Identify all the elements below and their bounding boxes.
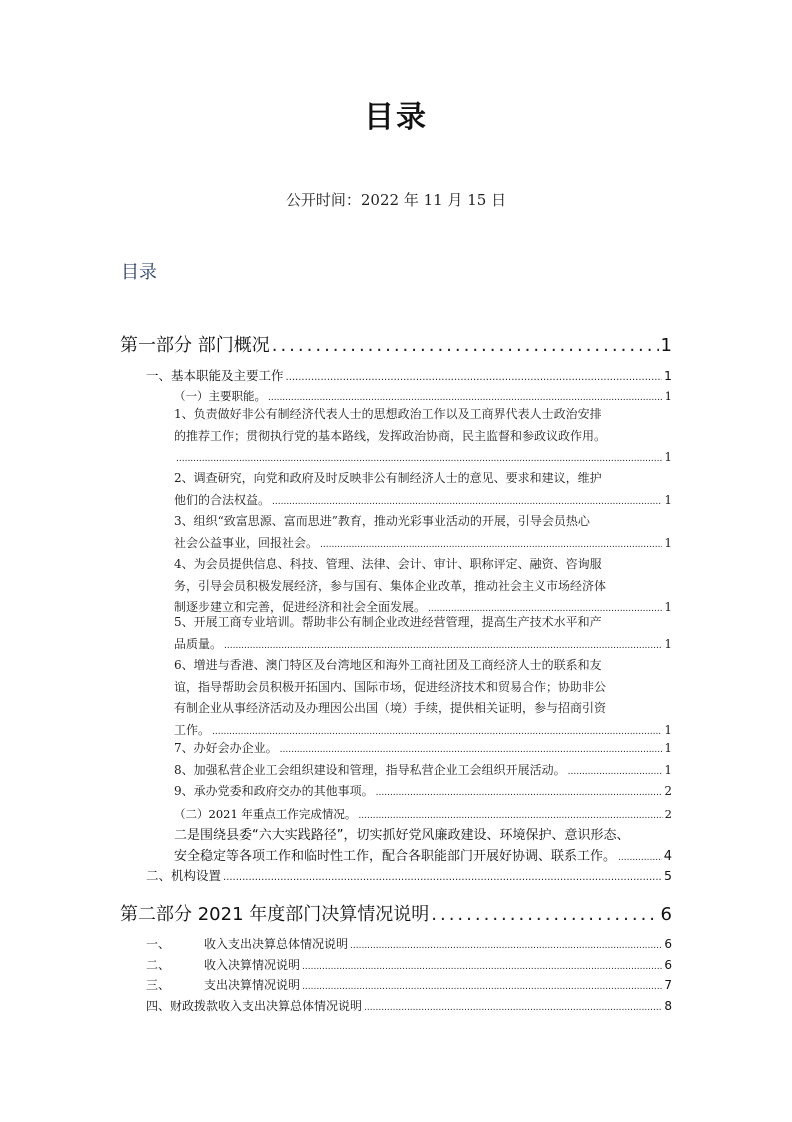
toc-entry-part1[interactable] <box>120 331 672 357</box>
toc-page-number: 4 <box>663 849 672 864</box>
toc-item-9[interactable] <box>174 781 672 805</box>
toc-leader <box>224 636 662 658</box>
toc-item-line: 有制企业从事经济活动及办理因公出国（境）手续，提供相关证明，参与招商引资 <box>174 701 607 715</box>
toc-entry-label: 第二部分 2021 年度部门决算情况说明 <box>120 904 430 925</box>
toc-page-number: 1 <box>664 535 672 550</box>
toc-entry-part2-sec2[interactable] <box>146 956 672 973</box>
toc-item-2[interactable] <box>174 468 672 513</box>
toc-entry-part2-sec3[interactable] <box>146 976 672 993</box>
toc-item-line: 工作。 <box>174 722 211 737</box>
toc-page-number: 2 <box>664 784 672 798</box>
toc-entry-number: 二、 <box>146 958 171 972</box>
toc-item-line: 制逐步建立和完善，促进经济和社会全面发展。 <box>174 600 427 614</box>
toc-entry-sub1[interactable] <box>174 388 672 404</box>
toc-entry-section2[interactable] <box>146 866 672 884</box>
toc-leader <box>364 1003 662 1013</box>
toc-page-number: 1 <box>664 368 672 383</box>
toc-entry-section1[interactable] <box>146 366 672 384</box>
toc-item-line: 品质量。 <box>174 636 223 651</box>
toc-leader <box>358 811 662 821</box>
toc-leader <box>431 904 658 925</box>
toc-heading: 目录 <box>121 262 157 283</box>
toc-item-line: 5、开展工商专业培训。帮助非公有制企业改进经营管理，提高生产技术水平和产 <box>174 615 602 629</box>
toc-page-number: 1 <box>664 492 672 507</box>
toc-leader <box>286 372 663 383</box>
toc-item-3[interactable] <box>174 511 672 556</box>
toc-leader <box>268 393 663 403</box>
toc-item-line: 1、负责做好非公有制经济代表人士的思想政治工作以及工商界代表人士政治安排 <box>174 407 602 421</box>
toc-leader <box>376 783 663 805</box>
toc-item-7[interactable] <box>174 738 672 762</box>
toc-item-line: 社会公益事业，回报社会。 <box>174 535 319 550</box>
toc-item-8[interactable] <box>174 760 672 784</box>
toc-item-line: 9、承办党委和政府交办的其他事项。 <box>174 784 374 798</box>
toc-page-number: 8 <box>664 999 672 1013</box>
toc-item-line: 务，引导会员积极发展经济，参与国有、集体企业改革，推动社会主义市场经济体 <box>174 578 607 593</box>
toc-leader <box>272 335 659 356</box>
toc-page-number: 1 <box>660 335 672 356</box>
toc-entry-label: 财政拨款收入支出决算总体情况说明 <box>170 999 363 1013</box>
toc-entry-label: （二）2021 年重点工作完成情况。 <box>174 807 357 821</box>
toc-entry-number: 一、 <box>146 937 171 951</box>
toc-item-line: 他们的合法权益。 <box>174 492 271 507</box>
toc-item-6[interactable] <box>174 655 672 743</box>
toc-note[interactable] <box>174 825 672 869</box>
toc-page-number: 6 <box>660 904 672 925</box>
toc-item-line: 的推荐工作；贯彻执行党的基本路线，发挥政治协商，民主监督和参政议政作用。 <box>174 428 607 443</box>
toc-note-line: 安全稳定等各项工作和临时性工作，配合各职能部门开展好协调、联系工作。 <box>174 849 617 864</box>
toc-item-5[interactable] <box>174 612 672 657</box>
toc-entry-number: 四、 <box>146 999 171 1013</box>
page-title: 目录 <box>364 100 428 135</box>
toc-item-line: 谊，指导帮助会员积极开拓国内、国际市场，促进经济技术和贸易合作；协助非公 <box>174 679 607 694</box>
toc-entry-label: 支出决算情况说明 <box>204 978 301 992</box>
toc-page-number: 1 <box>664 722 672 737</box>
toc-leader <box>320 535 662 557</box>
toc-page-number: 1 <box>664 763 672 777</box>
toc-leader <box>302 962 662 972</box>
toc-entry-part2[interactable] <box>120 900 672 926</box>
toc-item-line: 3、组织“致富思源、富而思进”教育，推动光彩事业活动的开展，引导会员热心 <box>174 514 590 528</box>
toc-entry-number: 三、 <box>146 978 171 992</box>
toc-leader <box>350 941 662 951</box>
toc-note-line: 二是围绕县委“六大实践路径”，切实抓好党风廉政建设、环境保护、意识形态、 <box>174 828 630 843</box>
toc-item-line: 7、办好会办企业。 <box>174 741 278 755</box>
toc-leader <box>302 982 662 992</box>
toc-page-number: 2 <box>664 807 672 821</box>
publish-date: 公开时间：2022 年 11 月 15 日 <box>285 191 507 209</box>
toc-entry-label: 第一部分 部门概况 <box>120 335 270 356</box>
toc-page-number: 1 <box>664 741 672 755</box>
toc-item-line: 2、调查研究，向党和政府及时反映非公有制经济人士的意见、要求和建议，维护 <box>174 471 602 485</box>
toc-page-number: 1 <box>664 600 672 614</box>
toc-leader <box>272 492 662 514</box>
toc-page-number: 1 <box>664 450 672 464</box>
toc-page-number: 6 <box>664 937 672 951</box>
toc-page-number: 5 <box>664 868 672 883</box>
toc-entry-part2-sec1[interactable] <box>146 935 672 952</box>
toc-leader <box>223 872 662 883</box>
toc-entry-label: 收入支出决算总体情况说明 <box>204 937 349 951</box>
toc-entry-label: 收入决算情况说明 <box>204 958 301 972</box>
toc-page-number: 1 <box>664 636 672 651</box>
toc-item-line: 6、增进与香港、澳门特区及台湾地区和海外工商社团及工商经济人士的联系和友 <box>174 658 602 672</box>
toc-page-number: 6 <box>664 958 672 972</box>
toc-entry-label: 二、机构设置 <box>146 868 222 883</box>
toc-page-number: 1 <box>664 389 672 403</box>
toc-item-4[interactable] <box>174 554 672 621</box>
toc-item-line: 8、加强私营企业工会组织建设和管理，指导私营企业工会组织开展活动。 <box>174 763 566 777</box>
toc-entry-label: （一）主要职能。 <box>174 389 266 403</box>
toc-item-1[interactable] <box>174 404 672 471</box>
toc-entry-part2-sec4[interactable] <box>146 997 672 1014</box>
toc-item-line: 4、为会员提供信息、科技、管理、法律、会计、审计、职称评定、融资、咨询服 <box>174 557 602 571</box>
toc-leader <box>280 740 663 762</box>
toc-entry-label: 一、基本职能及主要工作 <box>146 368 284 383</box>
toc-page-number: 7 <box>664 978 672 992</box>
toc-entry-sub2[interactable] <box>174 806 672 822</box>
